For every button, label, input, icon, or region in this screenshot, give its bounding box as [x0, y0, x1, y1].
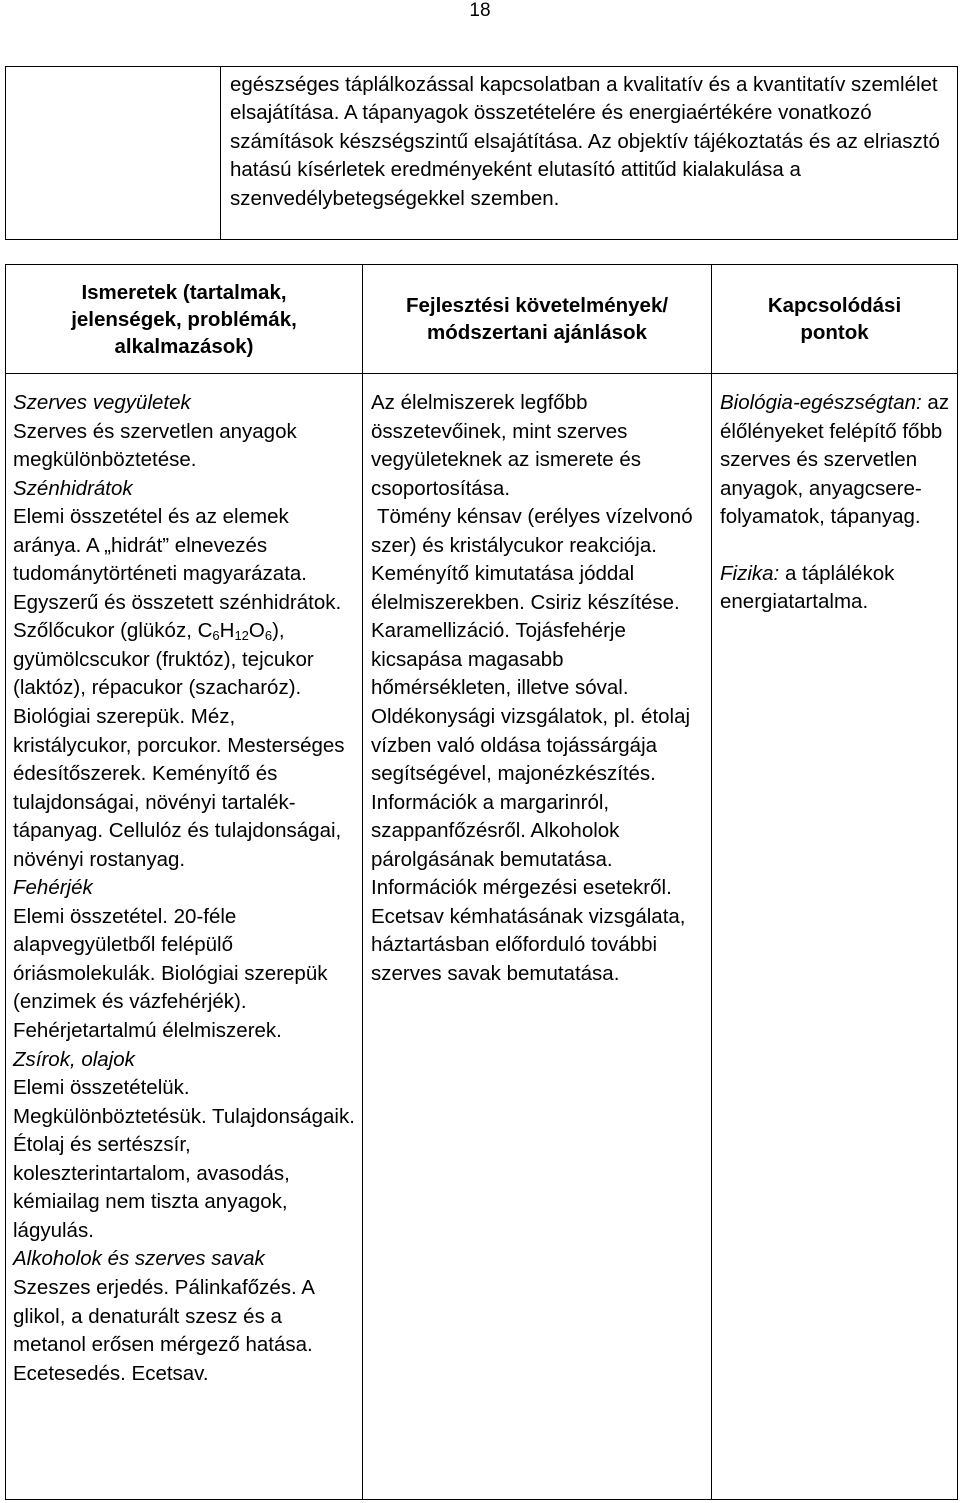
- column-divider: [711, 265, 712, 1499]
- column-divider: [362, 265, 363, 1499]
- topic-text: Szeszes erjedés. Pálinkafőzés. A glikol, a denaturált szesz és a metanol erősen mérgező hatása. Ecetesedés. Ecetsav.: [13, 1275, 314, 1385]
- connections-column: [720, 389, 950, 617]
- intro-table: [5, 66, 958, 240]
- header-development: [363, 265, 711, 373]
- intro-empty-cell: [6, 67, 221, 239]
- header-connections-label: Kapcsolódási pontok: [767, 294, 902, 344]
- development-text: Az élelmiszerek legfőbb összetevőinek, mint szerves vegyületeknek az ismerete és csoportosítása.: [371, 391, 642, 500]
- curriculum-table: [5, 264, 958, 1500]
- topic-text-formula: Szőlőcukor (glükóz, $C_6H_{12}O_6$), gyümölcscukor (fruktóz), tejcukor (laktóz), répacukor (szacharóz). Biológiai szerepük. Méz, kristálycukor, porcukor. Mesterséges édesítőszerek. Keményítő és tulajdonságai, növényi tartalék-tápanyag. Cellulóz és tulajdonságai, növényi rostanyag.: [13, 619, 345, 871]
- header-connections: [712, 265, 957, 373]
- header-knowledge-label: Ismeretek (tartalmak, jelenségek, problémák, alkalmazások): [71, 280, 297, 358]
- header-development-label: Fejlesztési követelmények/ módszertani ajánlások: [405, 294, 669, 344]
- knowledge-column: [13, 389, 359, 1388]
- topic-text: Szerves és szervetlen anyagok megkülönböztetése.: [13, 419, 297, 472]
- topic-heading: Fehérjék: [13, 876, 93, 900]
- connection-biology: [720, 389, 950, 532]
- topic-text: Elemi összetétel. 20-féle alapvegyületből felépülő óriásmolekulák. Biológiai szerepük (enzimek és vázfehérjék). Fehérjetartalmú élelmiszerek.: [13, 904, 328, 1043]
- topic-heading: Szénhidrátok: [13, 476, 133, 500]
- topic-text: Elemi összetétel és az elemek aránya. A „hidrát” elnevezés tudománytörténeti magyarázata. Egyszerű és összetett szénhidrátok.: [13, 505, 342, 614]
- topic-text: Elemi összetételük. Megkülönböztetésük. Tulajdonságaik. Étolaj és sertészsír, koleszterintartalom, avasodás, kémiailag nem tiszta anyagok, lágyulás.: [13, 1076, 355, 1242]
- connection-label: Biológia-egészségtan:: [720, 391, 922, 414]
- topic-heading: Zsírok, olajok: [13, 1047, 135, 1071]
- header-divider: [6, 373, 957, 374]
- header-knowledge: [6, 265, 362, 373]
- connection-text: a táplálékok energiatartalma.: [720, 561, 895, 614]
- development-column: [371, 389, 706, 988]
- topic-heading: Szerves vegyületek: [13, 391, 191, 414]
- topic-heading: Alkoholok és szerves savak: [13, 1247, 265, 1271]
- connection-text: az élőlényeket felépítő főbb szerves és szervetlen anyagok, anyagcsere-folyamatok, tápanyag.: [720, 391, 950, 529]
- development-text: Tömény kénsav (erélyes vízelvonó szer) és kristálycukor reakciója. Keményítő kimutatása jóddal élelmiszerekben. Csiriz készítése. Karamellizáció. Tojásfehérje kicsapása magasabb hőmérsékleten, illetve sóval. Oldékonysági vizsgálatok, pl. étolaj vízben való oldása tojássárgája segítségével, majonézkészítés. Információk a margarinról, szappanfőzésről. Alkoholok párolgásának bemutatása. Információk mérgezési esetekről. Ecetsav kémhatásának vizsgálata, háztartásban előforduló további szerves savak bemutatása.: [371, 505, 693, 985]
- connection-physics: [720, 560, 950, 617]
- intro-text: egészséges táplálkozással kapcsolatban a kvalitatív és a kvantitatív szemlélet elsajátítása. A tápanyagok összetételére és energiaértékére vonatkozó számítások készségszintű elsajátítása. Az objektív tájékoztatás és az elriasztó hatású kísérletek eredményeként elutasító attitűd kialakulása a szenvedélybetegségekkel szemben.: [230, 73, 940, 210]
- page-number: 18: [469, 0, 491, 21]
- connection-label: Fizika:: [720, 561, 780, 585]
